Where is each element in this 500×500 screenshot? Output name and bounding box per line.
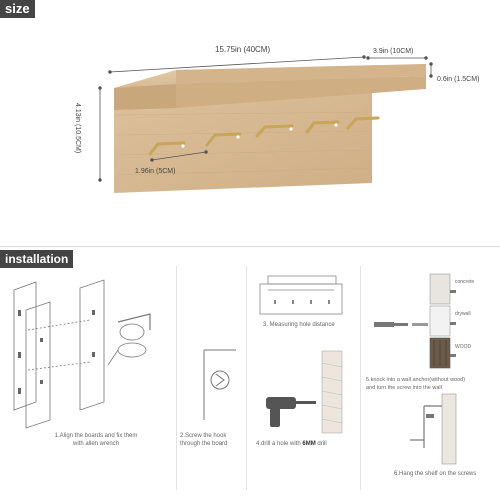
step-2-illustration: [176, 330, 246, 430]
height-dimension-label: 4.13in (10.5CM): [74, 103, 81, 154]
step-5-caption: [366, 376, 498, 392]
wall-label-drywall: drywall: [455, 311, 471, 317]
step-4-caption-bold: 6MM: [302, 441, 316, 447]
step-2-caption-line1: 2.Screw the hook: [180, 433, 227, 439]
installation-section-tag: installation: [0, 250, 73, 268]
width-dimension-label: 15.75in (40CM): [215, 45, 271, 54]
step-1-caption-line2: with allen wrench: [72, 441, 120, 447]
step-6-illustration: [360, 392, 500, 468]
step-6-caption: 6.Hang the shelf on the screws: [394, 471, 477, 477]
depth-dimension-label: 3.9in (10CM): [373, 48, 414, 55]
step-5-caption-line1: 5.knock into a wall anchor(without wood): [366, 377, 466, 383]
step-1-caption: [36, 432, 156, 448]
step-3-illustration: [246, 270, 360, 325]
wall-label-wood: WOOD: [455, 344, 472, 350]
step-5-caption-line2: and turn the screw into the wall: [366, 385, 442, 391]
section-divider: [0, 246, 500, 247]
hook-spacing-dimension-label: 1.96in (5CM): [135, 168, 176, 175]
step-4-caption: [256, 440, 358, 448]
wall-label-concrete: concrete: [455, 279, 475, 285]
step-4-illustration: [256, 345, 356, 437]
drill-icon: [266, 397, 316, 427]
step-2-caption: [180, 432, 244, 448]
step-5-illustration: [360, 270, 500, 374]
step-2-caption-line2: through the board: [180, 441, 228, 447]
size-section-tag: size: [0, 0, 35, 18]
thickness-dimension-label: 0.6in (1.5CM): [437, 76, 480, 83]
step-4-caption-prefix: 4.drill a hole with: [256, 441, 303, 447]
screw-icon: [374, 322, 428, 327]
step-3-caption: 3. Measuring hole distance: [263, 322, 335, 328]
step-4-caption-suffix: drill: [315, 441, 327, 447]
step-1-caption-line1: 1.Align the boards and fix them: [54, 433, 138, 439]
step-1-illustration: [0, 270, 176, 430]
